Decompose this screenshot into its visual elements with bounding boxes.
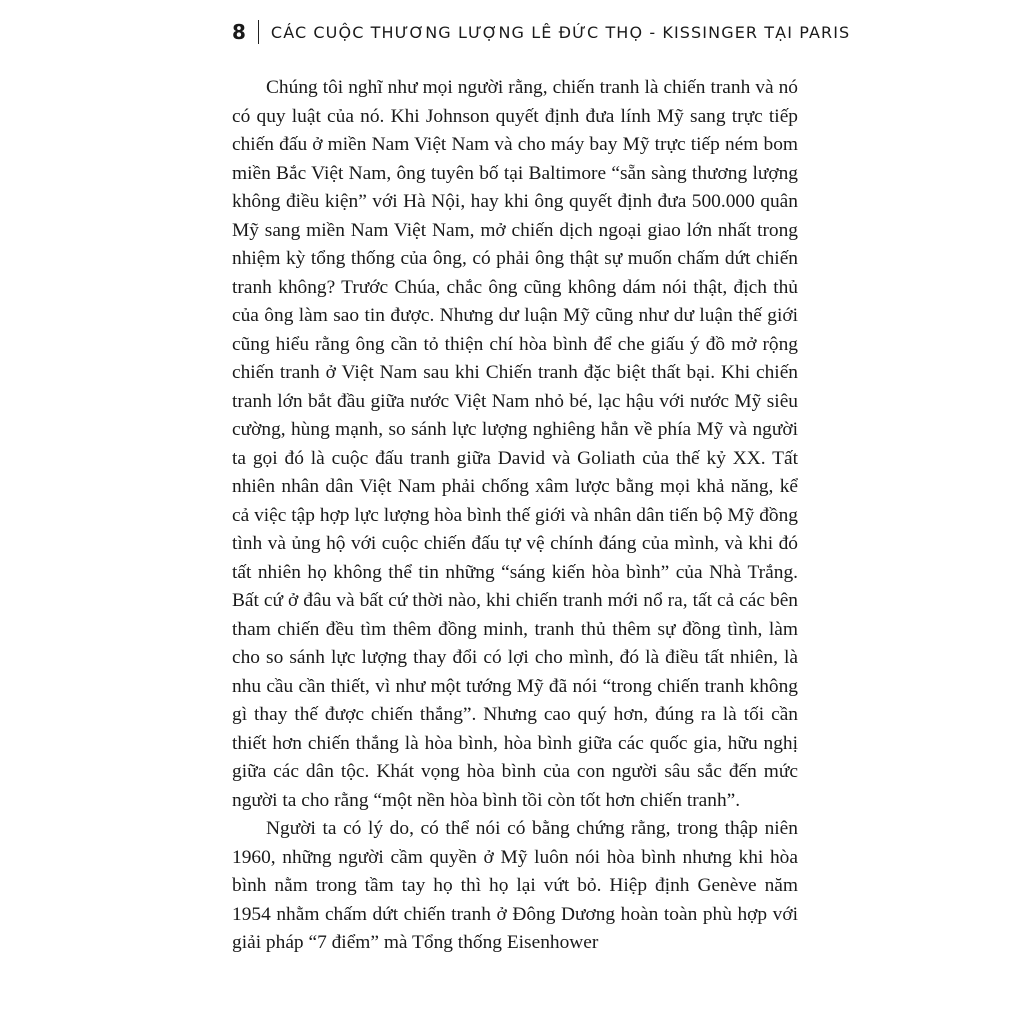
- page-number: 8: [232, 20, 246, 44]
- body-text: [232, 74, 798, 958]
- running-header: [232, 20, 850, 44]
- paragraph: Người ta có lý do, có thể nói có bằng chứng rằng, trong thập niên 1960, những người cầm quyền ở Mỹ luôn nói hòa bình nhưng khi hòa bình nằm trong tầm tay họ thì họ lại vứt bỏ. Hiệp định Genève năm 1954 nhằm chấm dứt chiến tranh ở Đông Dương hoàn toàn phù hợp với giải pháp “7 điểm” mà Tổng thống Eisenhower: [232, 818, 798, 953]
- paragraph: Chúng tôi nghĩ như mọi người rằng, chiến tranh là chiến tranh và nó có quy luật của nó. Khi Johnson quyết định đưa lính Mỹ sang trực tiếp chiến đấu ở miền Nam Việt Nam và cho máy bay Mỹ trực tiếp ném bom miền Bắc Việt Nam, ông tuyên bố tại Baltimore “sẵn sàng thương lượng không điều kiện” với Hà Nội, hay khi ông quyết định đưa 500.000 quân Mỹ sang miền Nam Việt Nam, mở chiến dịch ngoại giao lớn nhất trong nhiệm kỳ tổng thống của ông, có phải ông thật sự muốn chấm dứt chiến tranh không? Trước Chúa, chắc ông cũng không dám nói thật, địch thủ của ông làm sao tin được. Nhưng dư luận Mỹ cũng như dư luận thế giới cũng hiểu rằng ông cần tỏ thiện chí hòa bình để che giấu ý đồ mở rộng chiến tranh ở Việt Nam sau khi Chiến tranh đặc biệt thất bại. Khi chiến tranh lớn bắt đầu giữa nước Việt Nam nhỏ bé, lạc hậu với nước Mỹ siêu cường, hùng mạnh, so sánh lực lượng nghiêng hẳn về phía Mỹ và người ta gọi đó là cuộc đấu tranh giữa David và Goliath của thế kỷ XX. Tất nhiên nhân dân Việt Nam phải chống xâm lược bằng mọi khả năng, kể cả việc tập hợp lực lượng hòa bình thế giới và nhân dân tiến bộ Mỹ đồng tình và ủng hộ với cuộc chiến đấu tự vệ chính đáng của mình, và khi đó tất nhiên họ không thể tin những “sáng kiến hòa bình” của Nhà Trắng. Bất cứ ở đâu và bất cứ thời nào, khi chiến tranh mới nổ ra, tất cả các bên tham chiến đều tìm thêm đồng minh, tranh thủ thêm sự đồng tình, làm cho so sánh lực lượng thay đổi có lợi cho mình, đó là điều tất nhiên, là nhu cầu cần thiết, vì như một tướng Mỹ đã nói “trong chiến tranh không gì thay thế được chiến thắng”. Nhưng cao quý hơn, đúng ra là tối cần thiết hơn chiến thắng là hòa bình, hòa bình giữa các quốc gia, hữu nghị giữa các dân tộc. Khát vọng hòa bình của con người sâu sắc đến mức người ta cho rằng “một nền hòa bình tồi còn tốt hơn chiến tranh”.: [232, 77, 798, 811]
- book-title: CÁC CUỘC THƯƠNG LƯỢNG LÊ ĐỨC THỌ - KISSINGER TẠI PARIS: [270, 22, 851, 42]
- header-divider: [258, 20, 259, 44]
